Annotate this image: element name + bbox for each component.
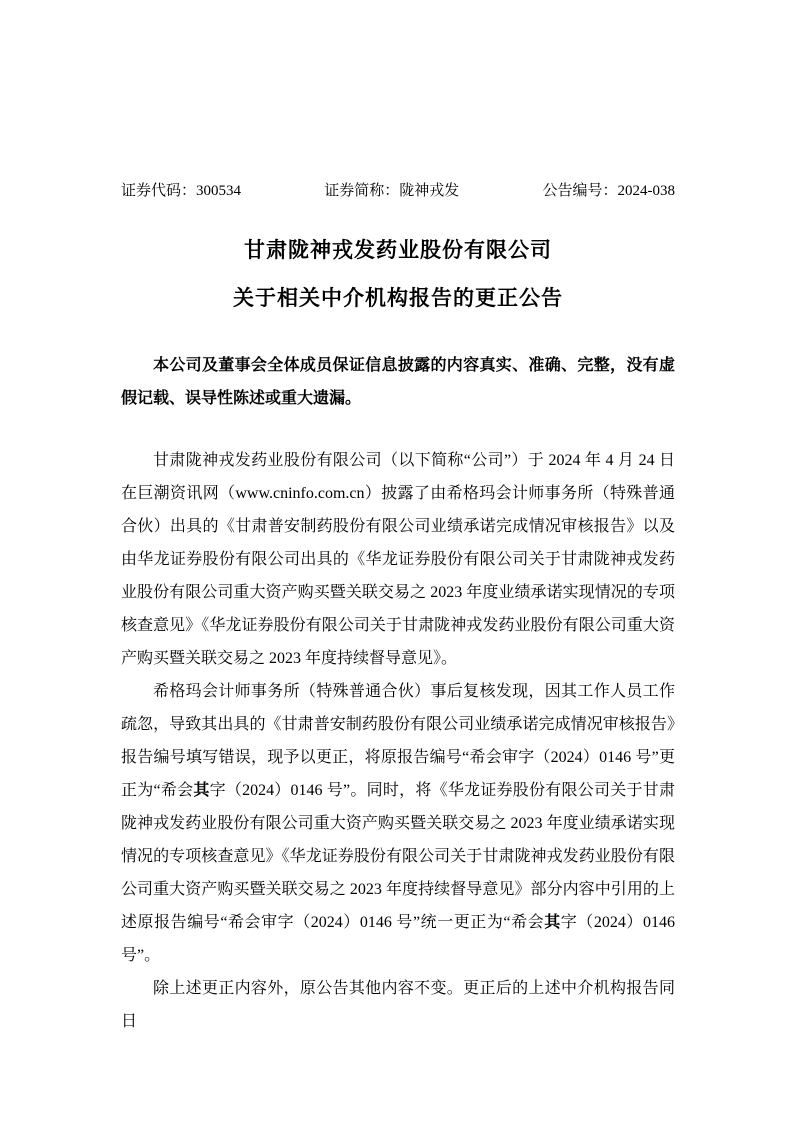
stock-name: 证券简称：陇神戎发 — [324, 183, 460, 199]
title-block — [121, 226, 675, 322]
corrected-character: 其 — [193, 782, 210, 799]
stock-code: 证券代码：300534 — [121, 183, 242, 199]
document-title-line2: 关于相关中介机构报告的更正公告 — [233, 286, 563, 310]
paragraph-text: 除上述更正内容外，原公告其他内容不变。更正后的上述中介机构报告同日 — [121, 980, 675, 1030]
body-paragraph — [121, 972, 675, 1038]
declaration-paragraph: 本公司及董事会全体成员保证信息披露的内容真实、准确、完整，没有虚假记载、误导性陈述或重大遗漏。 — [121, 357, 675, 407]
paragraph-text: 字（2024）0146 号”。同时，将《华龙证券股份有限公司关于甘肃陇神戎发药业股份有限公司重大资产购买暨关联交易之 2023 年度业绩承诺实现情况的专项核查意见》《华龙证券股份有限公司关于甘肃陇神戎发药业股份有限公司重大资产购买暨关联交易之 2023 年度持续督导意见》部分内容中引用的上述原报告编号“希会审字（2024）0146 号”统一更正为“希会 — [121, 782, 675, 931]
document-title-line1: 甘肃陇神戎发药业股份有限公司 — [244, 238, 552, 262]
paragraph-text: 字（2024）0146 号”。 — [121, 914, 675, 964]
document-header — [121, 181, 675, 201]
body-paragraph — [121, 444, 675, 675]
announcement-number: 公告编号：2024-038 — [542, 183, 675, 199]
document-content — [121, 0, 675, 1038]
body-paragraphs — [121, 444, 675, 1038]
corrected-character: 其 — [544, 914, 561, 931]
body-paragraph — [121, 675, 675, 972]
paragraph-text: 甘肃陇神戎发药业股份有限公司（以下简称“公司”）于 2024 年 4 月 24 日在巨潮资讯网（www.cninfo.com.cn）披露了由希格玛会计师事务所（特殊普通合伙）出具的《甘肃普安制药股份有限公司业绩承诺完成情况审核报告》以及由华龙证券股份有限公司出具的《华龙证券股份有限公司关于甘肃陇神戎发药业股份有限公司重大资产购买暨关联交易之 2023 年度业绩承诺实现情况的专项核查意见》《华龙证券股份有限公司关于甘肃陇神戎发药业股份有限公司重大资产购买暨关联交易之 2023 年度持续督导意见》。 — [121, 452, 675, 667]
paragraph-text: 希格玛会计师事务所（特殊普通合伙）事后复核发现，因其工作人员工作疏忽，导致其出具的《甘肃普安制药股份有限公司业绩承诺完成情况审核报告》报告编号填写错误，现予以更正，将原报告编号“希会审字（2024）0146 号”更正为“希会 — [121, 683, 675, 799]
